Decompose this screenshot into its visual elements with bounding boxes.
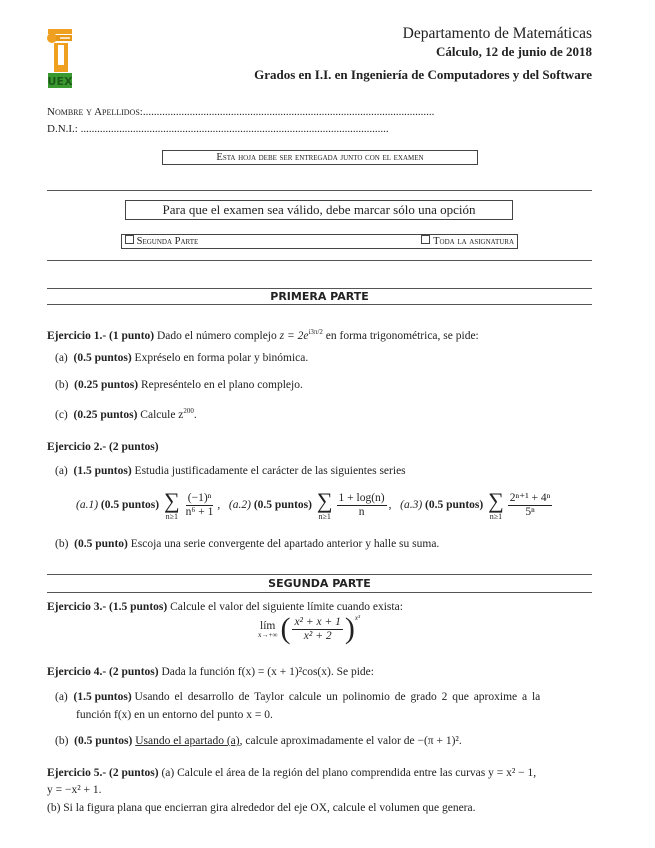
exercise-1 <box>47 325 592 343</box>
logo-text: UEX <box>47 75 73 88</box>
item-tag: (b) <box>55 735 69 747</box>
item-tag: (a) <box>55 691 68 703</box>
name-label: Nombre y Apellidos: <box>47 106 143 118</box>
series-points: (0.5 puntos) <box>100 499 160 512</box>
fraction-numerator: 2ⁿ⁺¹ + 4ⁿ <box>509 492 551 504</box>
fraction-denominator: 5ⁿ <box>525 506 535 518</box>
divider <box>47 592 592 593</box>
item-points: (0.5 punto) <box>74 538 128 550</box>
part-title-second: SEGUNDA PARTE <box>268 577 371 590</box>
series-item: (a.3) (0.5 puntos) ∑ n≥1 $\frac{\text{2ⁿ⁺¹ + 4ⁿ}}{\text{5ⁿ}}$ <box>400 488 551 521</box>
series-tag: (a.1) <box>76 499 99 512</box>
checkbox-icon[interactable] <box>421 235 430 244</box>
item-text: Estudia justificadamente el carácter de las siguientes series <box>134 465 406 477</box>
series-item: (a.1) (0.5 puntos) ∑ n≥1 $\frac{\text{(−1)ⁿ}}{\text{n⁶ + 1}}$ , <box>76 488 229 521</box>
exercise-title: Ejercicio 3.- (1.5 puntos) <box>47 601 168 613</box>
sum-index: n≥1 <box>165 512 178 521</box>
limit-formula: lím x→+∞ ( $\frac{\text{x² + x + 1}}{\text{x² + 2}}$ ) x³ <box>258 612 361 645</box>
option-segunda-parte[interactable] <box>125 235 198 248</box>
item-tag: (b) <box>55 538 69 550</box>
exercise-title: Ejercicio 5.- (2 puntos) <box>47 767 159 779</box>
exercise-item <box>55 351 600 365</box>
fraction-numerator: (−1)ⁿ <box>187 492 212 504</box>
item-text: Escoja una serie convergente del apartado anterior y halle su suma. <box>130 538 440 550</box>
option-toda-asignatura[interactable] <box>421 235 514 248</box>
exercise-text: Dado el número complejo <box>156 329 277 342</box>
dni-field[interactable]: ................................................................................................................ <box>80 123 389 135</box>
exercise-item <box>55 464 600 478</box>
university-logo <box>46 27 74 89</box>
item-tag: (c) <box>55 408 68 421</box>
item-sup: 200 <box>183 407 194 415</box>
formula-exponent: i3π/2 <box>308 328 323 336</box>
sum-index: n≥1 <box>489 512 503 521</box>
exercise-text: (a) Calcule el área de la región del plano comprendida entre las curvas y = x² − 1, <box>161 767 537 779</box>
item-continuation: función f(x) en un entorno del punto x = 0. <box>76 709 273 721</box>
exercise-4 <box>47 665 592 679</box>
validity-text: Para que el examen sea válido, debe marcar sólo una opción <box>162 202 476 217</box>
validity-box <box>125 200 513 220</box>
item-tag: (b) <box>55 379 69 391</box>
series-tag: (a.3) <box>400 499 423 512</box>
fraction-denominator: n⁶ + 1 <box>185 506 214 518</box>
series-list <box>76 490 621 521</box>
divider <box>47 304 592 305</box>
item-text: Calcule z <box>140 408 184 421</box>
exercise-text: y = −x² + 1. <box>47 784 102 796</box>
item-text: , calcule aproximadamente el valor de −(π + 1)². <box>239 735 462 747</box>
exercise-title: Ejercicio 1.- (1 punto) <box>47 329 155 342</box>
item-points: (0.5 puntos) <box>74 735 133 747</box>
sum-index: n≥1 <box>318 512 331 521</box>
exercise-2 <box>47 440 592 454</box>
notice-box <box>162 150 478 165</box>
notice-text: Esta hoja debe ser entregada junto con el examen <box>216 152 424 163</box>
item-tag: (a) <box>55 352 68 364</box>
exercise-item <box>55 690 592 704</box>
divider <box>47 574 592 575</box>
fraction-denominator: x² + 2 <box>303 629 332 642</box>
part-title-first: PRIMERA PARTE <box>270 290 369 303</box>
degree-title: Grados en I.I. en Ingeniería de Computadores y del Software <box>254 67 592 82</box>
subject-date: Cálculo, 12 de junio de 2018 <box>435 44 592 59</box>
divider <box>47 288 592 289</box>
item-points: (0.25 puntos) <box>74 379 139 391</box>
exercise-title: Ejercicio 4.- (2 puntos) <box>47 666 159 678</box>
fraction-denominator: n <box>358 506 365 518</box>
series-tag: (a.2) <box>228 499 251 512</box>
limit-exponent: x³ <box>354 614 361 622</box>
exercise-item <box>55 537 600 551</box>
item-text: Expréselo en forma polar y binómica. <box>134 352 309 364</box>
exercise-5 <box>47 766 592 780</box>
item-text: Usando el desarrollo de Taylor calcule un polinomio de grado 2 que aproxime a la <box>134 691 541 703</box>
exercise-text: en forma trigonométrica, se pide: <box>325 329 479 342</box>
lim-label: lím <box>260 619 276 632</box>
department-title: Departamento de Matemáticas <box>402 25 592 42</box>
series-points: (0.5 puntos) <box>425 499 484 512</box>
name-field[interactable]: .......................................................................................................... <box>142 106 435 118</box>
fraction-numerator: x² + x + 1 <box>294 615 341 628</box>
divider <box>47 190 592 191</box>
underlined-text: Usando el apartado (a) <box>135 735 240 747</box>
series-points: (0.5 puntos) <box>253 499 312 512</box>
formula: z = 2e <box>279 329 309 342</box>
exercise-text: Calcule el valor del siguiente límite cuando exista: <box>170 601 403 613</box>
fraction-numerator: 1 + log(n) <box>338 492 385 504</box>
item-points: (0.25 puntos) <box>73 408 138 421</box>
options-box <box>121 234 518 249</box>
item-points: (0.5 puntos) <box>73 352 132 364</box>
series-item: (a.2) (0.5 puntos) ∑ n≥1 $\frac{1 + \log(n)}{n}$ , <box>228 488 401 521</box>
dni-label: D.N.I.: <box>47 123 78 135</box>
exercise-item <box>55 734 600 748</box>
lim-subscript: x→+∞ <box>258 630 278 639</box>
exercise-text: (b) Si la figura plana que encierran gira alrededor del eje OX, calcule el volumen que genera. <box>47 802 476 814</box>
item-end: . <box>193 408 197 421</box>
option-label: Segunda Parte <box>136 236 199 247</box>
exercise-item <box>55 378 600 392</box>
exercise-text: Dada la función f(x) = (x + 1)²cos(x). Se pide: <box>161 666 374 678</box>
exercise-3 <box>47 600 592 614</box>
checkbox-icon[interactable] <box>125 235 134 244</box>
item-text: Represéntelo en el plano complejo. <box>140 379 303 391</box>
item-tag: (a) <box>55 465 68 477</box>
item-points: (1.5 puntos) <box>73 691 132 703</box>
exercise-title: Ejercicio 2.- (2 puntos) <box>47 441 159 453</box>
exercise-item <box>55 404 600 422</box>
item-points: (1.5 puntos) <box>73 465 132 477</box>
divider <box>47 260 592 261</box>
option-label: Toda la asignatura <box>433 236 514 247</box>
